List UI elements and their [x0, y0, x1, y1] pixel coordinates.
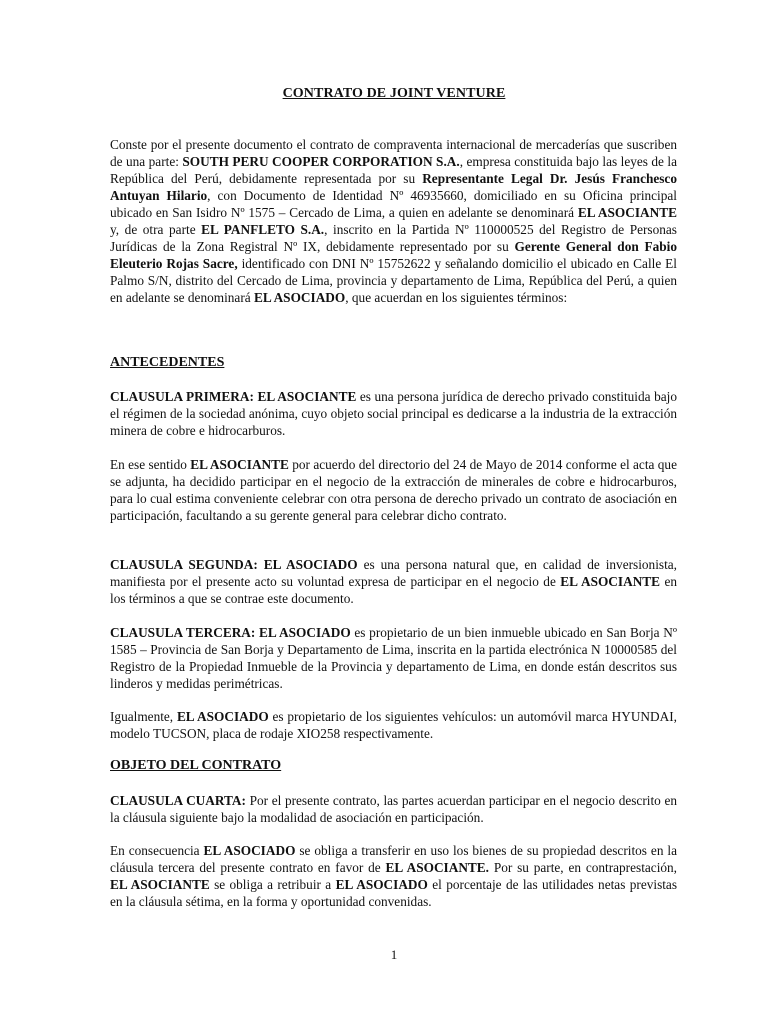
- clause-cuarta-paragraph: [110, 792, 677, 826]
- text-run: en los términos a que se contrae este documento.: [110, 574, 678, 606]
- text-run: y, de otra parte: [110, 222, 202, 237]
- text-run: se obliga a transferir en uso los bienes de su propiedad descritos en la cláusula tercera del presente contrato en favor de: [110, 843, 677, 875]
- bold-text-run: EL ASOCIANTE: [560, 574, 661, 589]
- text-run: es propietario de los siguientes vehículos: un automóvil marca HYUNDAI, modelo TUCSON, placa de rodaje XIO258 respectivamente.: [110, 709, 677, 741]
- heading-antecedentes: ANTECEDENTES: [110, 355, 225, 370]
- bold-text-run: EL PANFLETO S.A.: [201, 222, 325, 237]
- bold-text-run: EL ASOCIADO: [253, 290, 346, 305]
- igualmente-paragraph: [110, 708, 677, 742]
- text-run: por acuerdo del directorio del 24 de Mayo de 2014 conforme el acta que se adjunta, ha decidido participar en el negocio de la extracción de minerales de cobre e hidrocarburos, para lo cual estima conveniente celebrar con otra persona de derecho privado un contrato de asociación en participación, facultando a su gerente general para celebrar dicho contrato.: [110, 457, 677, 523]
- bold-text-run: Representante Legal Dr. Jesús Franchesco Antuyan Hilario: [110, 171, 677, 203]
- bold-text-run: SOUTH PERU COOPER CORPORATION S.A.: [182, 154, 460, 169]
- bold-text-run: CLAUSULA PRIMERA: EL ASOCIANTE: [110, 389, 357, 404]
- document-title: CONTRATO DE JOINT VENTURE: [282, 86, 506, 101]
- text-run: , con Documento de Identidad Nº 46935660, domiciliado en su Oficina principal ubicado en San Isidro Nº 1575 – Cercado de Lima, a quien en adelante se denominará: [110, 188, 677, 220]
- text-run: es una persona jurídica de derecho privado constituida bajo el régimen de la sociedad anónima, cuyo objeto social principal es dedicarse a la industria de la extracción minera de cobre e hidrocarburos.: [110, 389, 677, 438]
- text-run: , inscrito en la Partida Nº 110000525 del Registro de Personas Jurídicas de la Zona Registral Nº IX, debidamente representado por su: [110, 222, 677, 254]
- text-run: , empresa constituida bajo las leyes de la República del Perú, debidamente representada por su: [110, 154, 678, 186]
- text-run: , que acuerdan en los siguientes términos:: [345, 290, 568, 305]
- bold-text-run: EL ASOCIANTE: [577, 205, 677, 220]
- text-run: En ese sentido: [110, 457, 191, 472]
- intro-paragraph: [110, 136, 677, 306]
- text-run: se obliga a retribuir a: [209, 877, 336, 892]
- text-run: Conste por el presente documento el contrato de compraventa internacional de mercaderías que suscriben de una parte:: [110, 137, 677, 169]
- text-run: el porcentaje de las utilidades netas previstas en la cláusula sétima, en la forma y oportunidad convenidas.: [110, 877, 678, 909]
- clause-segunda-paragraph: [110, 556, 677, 607]
- bold-text-run: EL ASOCIADO: [203, 843, 296, 858]
- text-run: Igualmente,: [110, 709, 177, 724]
- bold-text-run: Gerente General don Fabio Eleuterio Rojas Sacre,: [110, 239, 677, 271]
- bold-text-run: EL ASOCIANTE: [190, 457, 289, 472]
- text-run: Por su parte, en contraprestación,: [489, 860, 678, 875]
- text-run: es propietario de un bien inmueble ubicado en San Borja Nº 1585 – Provincia de San Borja y Departamento de Lima, inscrita en la partida electrónica N 10000585 del Registro de la Propiedad Inmueble de la Provincia y departamento de Lima, en donde están descritos sus linderos y medidas perimétricas.: [110, 625, 677, 691]
- text-run: es una persona natural que, en calidad de inversionista, manifiesta por el presente acto su voluntad expresa de participar en el negocio de: [110, 557, 677, 589]
- bold-text-run: CLAUSULA CUARTA:: [110, 793, 246, 808]
- heading-objeto-del-contrato: OBJETO DEL CONTRATO: [110, 758, 282, 773]
- text-run: En consecuencia: [110, 843, 204, 858]
- bold-text-run: EL ASOCIANTE: [110, 877, 210, 892]
- antecedentes-paragraph: [110, 456, 677, 524]
- clause-tercera-paragraph: [110, 624, 677, 692]
- bold-text-run: EL ASOCIADO: [335, 877, 428, 892]
- clause-primera-paragraph: [110, 388, 677, 439]
- page-number: 1: [390, 947, 398, 962]
- bold-text-run: EL ASOCIADO: [176, 709, 269, 724]
- text-run: Por el presente contrato, las partes acuerdan participar en el negocio descrito en la cláusula siguiente bajo la modalidad de asociación en participación.: [110, 793, 677, 825]
- bold-text-run: CLAUSULA TERCERA: EL ASOCIADO: [110, 625, 351, 640]
- consecuencia-paragraph: [110, 842, 677, 910]
- bold-text-run: EL ASOCIANTE.: [385, 860, 489, 875]
- bold-text-run: CLAUSULA SEGUNDA: EL ASOCIADO: [110, 557, 358, 572]
- text-run: identificado con DNI Nº 15752622 y señalando domicilio el ubicado en Calle El Palmo S/N, distrito del Cercado de Lima, provincia y departamento de Lima, República del Perú, a quien en adelante se denominará: [110, 256, 677, 305]
